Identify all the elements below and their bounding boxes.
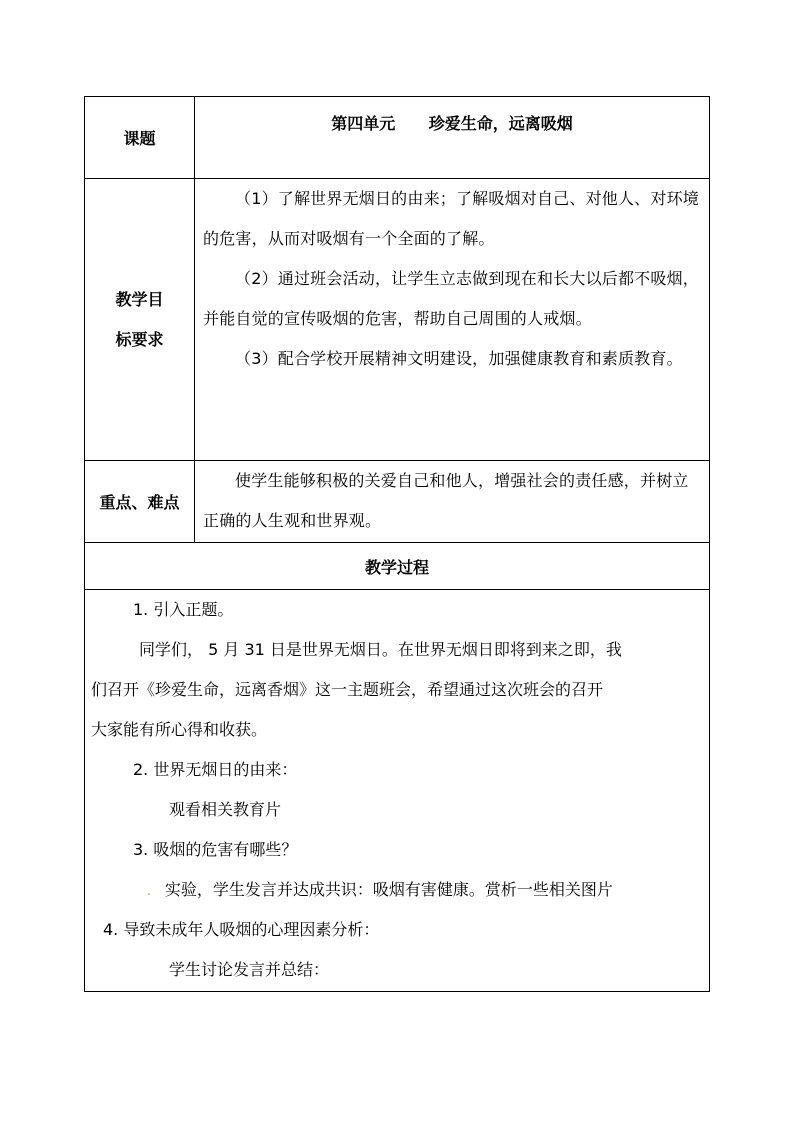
process-line-4: 大家能有所心得和收获。 [91,720,268,739]
topic-label: 课题 [85,97,195,179]
goals-label-line2: 标要求 [115,329,164,349]
process-line-8-text: 实验，学生发言并达成共识：吸烟有害健康。赏析一些相关图片 [164,880,613,899]
goal-item-3: （3）配合学校开展精神文明建设，加强健康教育和素质教育。 [235,349,683,368]
process-line-6: 观看相关教育片 [169,800,282,819]
process-heading: 教学过程 [85,543,710,590]
process-content [85,590,710,992]
goal-item-2: （2）通过班会活动，让学生立志做到现在和长大以后都不吸烟，并能自觉的宣传吸烟的危害，帮助自己周围的人戒烟。 [203,269,699,328]
process-line-3: 们召开《珍爱生命，远离香烟》这一主题班会，希望通过这次班会的召开 [91,680,604,699]
process-line-9: 4. 导致未成年人吸烟的心理因素分析： [103,920,380,939]
goals-content [195,179,710,461]
goals-label-line1: 教学目 [115,289,164,309]
topic-title-cell [195,97,710,179]
process-line-10: 学生讨论发言并总结： [169,960,330,979]
process-line-2: 同学们， 5 月 31 日是世界无烟日。在世界无烟日即将到来之即，我 [139,640,622,659]
process-line-8 [85,870,709,910]
process-line-7: 3. 吸烟的危害有哪些？ [133,840,298,859]
process-heading-row [85,543,710,590]
key-points-content [195,461,710,543]
lesson-plan-table [84,96,710,992]
key-points-label: 重点、难点 [85,461,195,543]
goals-row [85,179,710,461]
goals-label [85,179,195,461]
key-points-row [85,461,710,543]
topic-row [85,97,710,179]
bullet-mark: . [147,884,151,898]
process-body-row [85,590,710,992]
goal-item-1: （1）了解世界无烟日的由来；了解吸烟对自己、对他人、对环境的危害，从而对吸烟有一个全面的了解。 [203,189,699,248]
key-points-text: 使学生能够积极的关爱自己和他人，增强社会的责任感，并树立正确的人生观和世界观。 [203,471,689,530]
process-line-1: 1. 引入正题。 [133,600,234,619]
process-line-5: 2. 世界无烟日的由来： [133,760,298,779]
topic-title: 第四单元 珍爱生命，远离吸烟 [331,114,573,133]
